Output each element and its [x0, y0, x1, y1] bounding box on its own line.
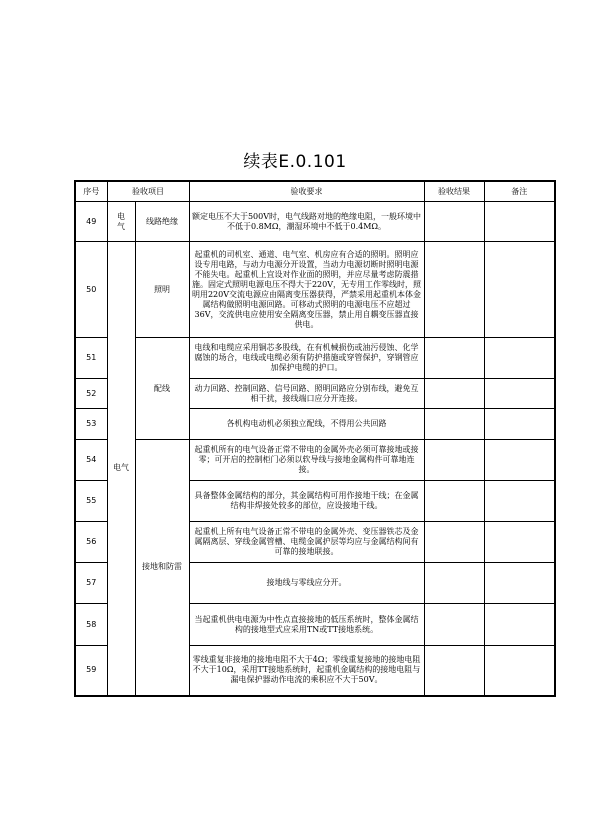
row-number: 56 — [75, 522, 107, 563]
result-cell[interactable] — [424, 338, 484, 379]
category-electrical-short: 电 气 — [107, 202, 135, 242]
row-number: 51 — [75, 338, 107, 379]
table-row — [75, 338, 555, 379]
row-number: 49 — [75, 202, 107, 242]
requirement-text: 动力回路、控制回路、信号回路、照明回路应分别布线，避免互相干扰，接线端口应分开连接。 — [189, 379, 424, 409]
note-cell[interactable] — [484, 604, 555, 646]
header-note: 备注 — [484, 181, 555, 202]
result-cell[interactable] — [424, 563, 484, 604]
result-cell[interactable] — [424, 481, 484, 522]
row-number: 50 — [75, 242, 107, 338]
requirement-text: 电线和电缆应采用铜芯多股线，在有机械损伤或油污侵蚀、化学腐蚀的场合，电线或电缆必须有防护措施或穿管保护，穿钢管应加保护电缆的护口。 — [189, 338, 424, 379]
requirement-text: 各机构电动机必须独立配线，不得用公共回路 — [189, 409, 424, 440]
result-cell[interactable] — [424, 379, 484, 409]
note-cell[interactable] — [484, 202, 555, 242]
header-seq: 序号 — [75, 181, 107, 202]
header-item: 验收项目 — [107, 181, 189, 202]
category-electrical: 电气 — [107, 242, 135, 696]
row-number: 53 — [75, 409, 107, 440]
note-cell[interactable] — [484, 338, 555, 379]
note-cell[interactable] — [484, 242, 555, 338]
row-number: 59 — [75, 646, 107, 696]
table-row — [75, 440, 555, 481]
row-number: 52 — [75, 379, 107, 409]
requirement-text: 具备整体金属结构的部分，其金属结构可用作接地干线；在金属结构非焊接处较多的部位，应设接地干线。 — [189, 481, 424, 522]
subitem-lighting: 照明 — [135, 242, 189, 338]
row-number: 57 — [75, 563, 107, 604]
note-cell[interactable] — [484, 563, 555, 604]
requirement-text: 起重机所有的电气设备正常不带电的金属外壳必须可靠接地或接零；可开启的控制柜门必须以软导线与接地金属构件可靠地连接。 — [189, 440, 424, 481]
requirement-text: 额定电压不大于500V时，电气线路对地的绝缘电阻，一般环境中不低于0.8MΩ，潮湿环境中不低于0.4MΩ。 — [189, 202, 424, 242]
requirement-text: 零线重复非接地的接地电阻不大于4Ω；零线重复接地的接地电阻不大于10Ω，采用TT接地系统时，起重机金属结构的接地电阻与漏电保护器动作电流的乘积应不大于50V。 — [189, 646, 424, 696]
row-number: 58 — [75, 604, 107, 646]
row-number: 54 — [75, 440, 107, 481]
subitem-grounding: 接地和防雷 — [135, 440, 189, 696]
note-cell[interactable] — [484, 646, 555, 696]
row-number: 55 — [75, 481, 107, 522]
requirement-text: 起重机上所有电气设备正常不带电的金属外壳、变压器铁芯及金属隔离层、穿线金属管槽、电缆金属护层等均应与金属结构间有可靠的接地联接。 — [189, 522, 424, 563]
note-cell[interactable] — [484, 522, 555, 563]
result-cell[interactable] — [424, 409, 484, 440]
requirement-text: 接地线与零线应分开。 — [189, 563, 424, 604]
header-row — [75, 181, 555, 202]
requirement-text: 起重机的司机室、通道、电气室、机房应有合适的照明。照明应设专用电路，与动力电源分开设置，当动力电源切断时照明电源不能失电。起重机上宜设对作业面的照明，并应尽量考虑防震措施。固定式照明电源电压不得大于220V，无专用工作零线时，照明用220V交流电源应由隔离变压器获得，严禁采用起重机本体金属结构做照明电源回路。可移动式照明的电源电压不应超过36V，交流供电应使用安全隔离变压器，禁止用自耦变压器直接供电。 — [189, 242, 424, 338]
result-cell[interactable] — [424, 522, 484, 563]
note-cell[interactable] — [484, 481, 555, 522]
note-cell[interactable] — [484, 440, 555, 481]
result-cell[interactable] — [424, 646, 484, 696]
result-cell[interactable] — [424, 440, 484, 481]
requirement-text: 当起重机供电电源为中性点直接接地的低压系统时，整体金属结构的接地型式应采用TN或TT接地系统。 — [189, 604, 424, 646]
header-result: 验收结果 — [424, 181, 484, 202]
header-requirement: 验收要求 — [189, 181, 424, 202]
acceptance-table — [74, 180, 556, 697]
table-row — [75, 242, 555, 338]
result-cell[interactable] — [424, 242, 484, 338]
note-cell[interactable] — [484, 379, 555, 409]
subitem-wiring: 配线 — [135, 338, 189, 440]
table-title: 续表E.0.101 — [243, 152, 347, 172]
note-cell[interactable] — [484, 409, 555, 440]
table-row — [75, 202, 555, 242]
result-cell[interactable] — [424, 202, 484, 242]
subitem-insulation: 线路绝缘 — [135, 202, 189, 242]
result-cell[interactable] — [424, 604, 484, 646]
